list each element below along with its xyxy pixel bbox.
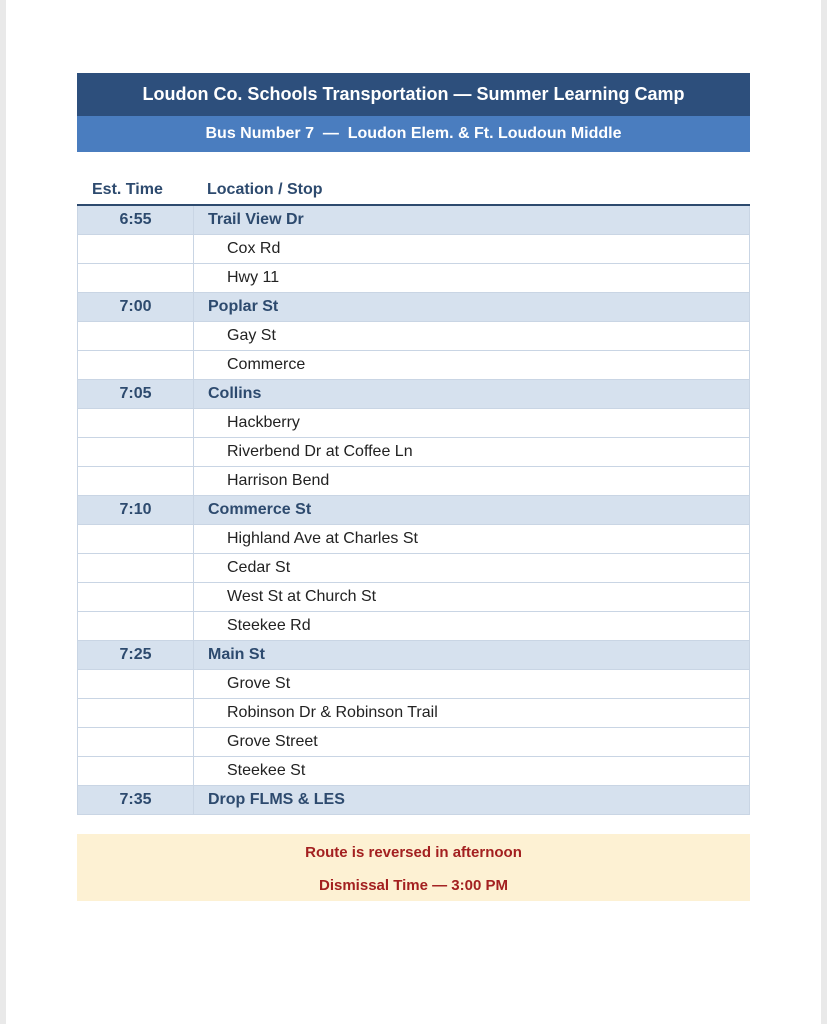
schedule-note: [77, 834, 750, 901]
column-header-location: Location / Stop: [207, 181, 323, 198]
document-page: [6, 0, 821, 1024]
stop-location: Cox Rd: [227, 240, 281, 257]
stop-time: [78, 351, 194, 379]
stop-time: [78, 235, 194, 263]
stop-location: Hackberry: [227, 414, 300, 431]
stop-location: Main St: [208, 646, 265, 663]
table-row: [78, 351, 749, 380]
schedule-subtitle: Bus Number 7 — Loudon Elem. & Ft. Loudoun Middle: [77, 116, 750, 152]
stop-location: West St at Church St: [227, 588, 377, 605]
table-row: [78, 757, 749, 786]
column-headers: [77, 152, 750, 206]
stop-location: Robinson Dr & Robinson Trail: [227, 704, 438, 721]
stop-time: [78, 409, 194, 437]
stop-time: [78, 757, 194, 785]
table-row: [78, 525, 749, 554]
schedule-title: Loudon Co. Schools Transportation — Summer Learning Camp: [77, 73, 750, 116]
table-row: [78, 699, 749, 728]
stop-time: 7:25: [78, 641, 194, 669]
stop-time: 6:55: [78, 206, 194, 234]
note-reversed: Route is reversed in afternoon: [305, 844, 522, 861]
stop-location: Collins: [208, 385, 262, 402]
stop-time: [78, 438, 194, 466]
table-row: [78, 583, 749, 612]
stop-location: Harrison Bend: [227, 472, 330, 489]
stop-time: [78, 525, 194, 553]
stop-location: Steekee St: [227, 762, 306, 779]
stop-time: [78, 467, 194, 495]
stop-time: [78, 699, 194, 727]
table-row: [78, 235, 749, 264]
bus-schedule: [77, 73, 750, 901]
stop-location: Hwy 11: [227, 269, 280, 286]
column-header-time: Est. Time: [92, 181, 163, 198]
table-row: [78, 206, 749, 235]
table-row: [78, 264, 749, 293]
stop-location: Commerce: [227, 356, 306, 373]
stop-location: Gay St: [227, 327, 276, 344]
note-dismissal: Dismissal Time — 3:00 PM: [319, 877, 508, 894]
stop-time: [78, 554, 194, 582]
table-row: [78, 786, 749, 815]
table-row: [78, 670, 749, 699]
stop-location: Drop FLMS & LES: [208, 791, 345, 808]
stop-location: Grove Street: [227, 733, 318, 750]
stop-location: Cedar St: [227, 559, 291, 576]
table-row: [78, 612, 749, 641]
stop-time: [78, 670, 194, 698]
stop-location: Highland Ave at Charles St: [227, 530, 418, 547]
stop-location: Poplar St: [208, 298, 279, 315]
table-row: [78, 728, 749, 757]
stop-location: Trail View Dr: [208, 211, 304, 228]
table-row: [78, 293, 749, 322]
stop-time: 7:00: [78, 293, 194, 321]
stop-time: 7:10: [78, 496, 194, 524]
stop-time: [78, 583, 194, 611]
stop-time: [78, 612, 194, 640]
stop-location: Riverbend Dr at Coffee Ln: [227, 443, 413, 460]
table-row: [78, 322, 749, 351]
table-row: [78, 409, 749, 438]
stop-time: [78, 264, 194, 292]
stops-table: [77, 206, 750, 815]
stop-location: Grove St: [227, 675, 291, 692]
table-row: [78, 380, 749, 409]
table-row: [78, 467, 749, 496]
stop-time: [78, 728, 194, 756]
table-row: [78, 438, 749, 467]
stop-location: Commerce St: [208, 501, 312, 518]
stop-time: 7:35: [78, 786, 194, 814]
table-row: [78, 554, 749, 583]
stop-location: Steekee Rd: [227, 617, 311, 634]
stop-time: [78, 322, 194, 350]
table-row: [78, 641, 749, 670]
stop-time: 7:05: [78, 380, 194, 408]
table-row: [78, 496, 749, 525]
